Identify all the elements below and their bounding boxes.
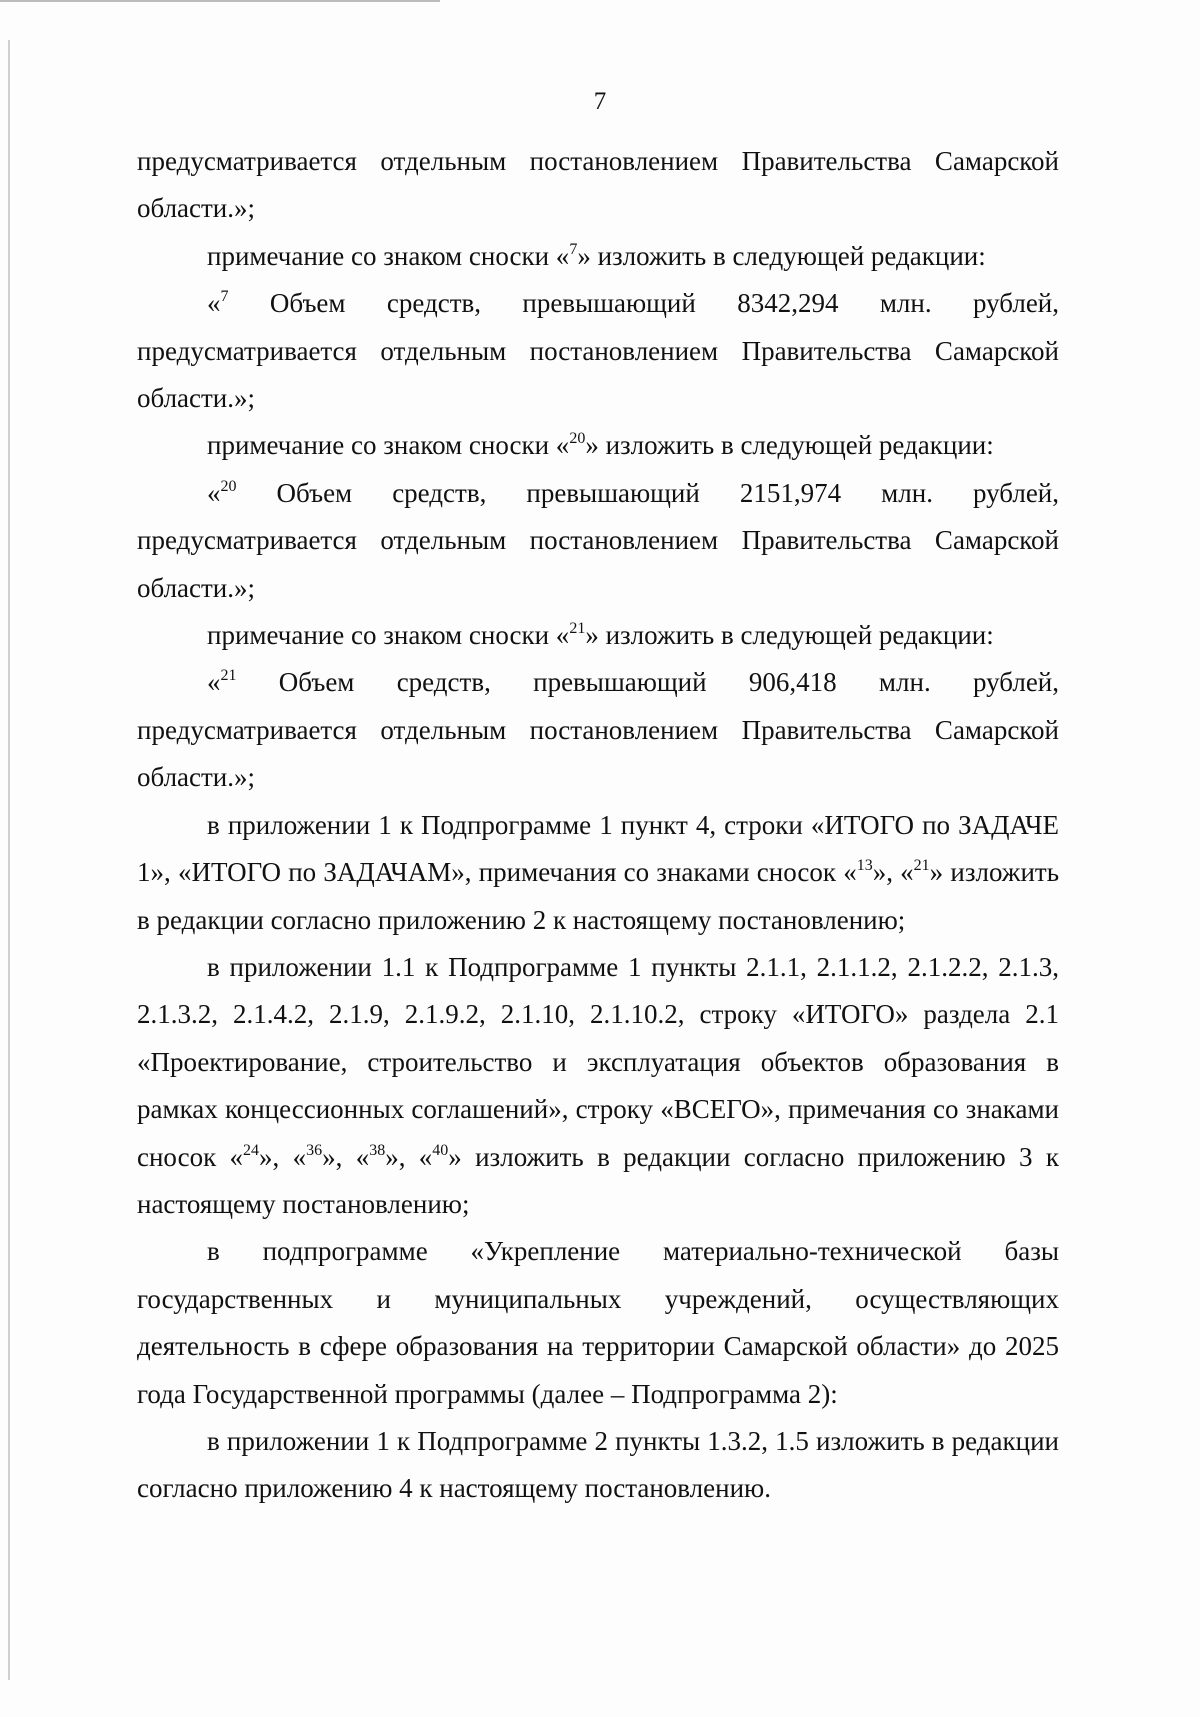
footnote-mark: 20: [569, 430, 586, 448]
paragraph-text: » изложить в следующей редакции:: [585, 430, 994, 461]
footnote-mark: 21: [220, 667, 237, 685]
paragraph: [137, 422, 1059, 469]
paragraph-text: Объем средств, превышающий 8342,294 млн. рублей, предусматривается отдельным постановлением Правительства Самарской области.»;: [137, 288, 1059, 414]
footnote-mark: 7: [569, 240, 578, 258]
paragraph-text: «: [207, 288, 221, 319]
paragraph: [137, 138, 1059, 233]
paragraph: [137, 470, 1059, 612]
paragraph-text: в приложении 1.1 к Подпрограмме 1 пункты 2.1.1, 2.1.1.2, 2.1.2.2, 2.1.3, 2.1.3.2, 2.1.4.2, 2.1.9, 2.1.9.2, 2.1.10, 2.1.10.2, строку «ИТОГО» раздела 2.1 «Проектирование, строительство и эксплуатация объектов образования в рамках концессионных соглашений», строку «ВСЕГО», примечания со знаками сносок «: [137, 951, 1059, 1172]
scan-artifact-top: [0, 0, 440, 2]
footnote-mark: 7: [220, 288, 229, 306]
scan-artifact-edge: [8, 40, 10, 1680]
paragraph-text: Объем средств, превышающий 2151,974 млн. рублей, предусматривается отдельным постановлением Правительства Самарской области.»;: [137, 477, 1059, 603]
footnote-mark: 38: [369, 1141, 386, 1159]
paragraph-text: примечание со знаком сноски «: [207, 240, 570, 271]
paragraph: [137, 612, 1059, 659]
paragraph-text: «: [207, 667, 221, 698]
footnote-mark: 21: [569, 620, 586, 638]
paragraph: [137, 802, 1059, 944]
paragraph-text: », «: [322, 1141, 370, 1172]
paragraph-text: », «: [872, 857, 914, 888]
paragraph-text: «: [207, 477, 221, 508]
paragraph-text: предусматривается отдельным постановлением Правительства Самарской области.»;: [137, 146, 1059, 224]
document-body: [137, 138, 1059, 1513]
paragraph-text: в приложении 1 к Подпрограмме 1 пункт 4, строки «ИТОГО по ЗАДАЧЕ 1», «ИТОГО по ЗАДАЧАМ», примечания со знаками сносок «: [137, 809, 1059, 888]
paragraph-text: » изложить в следующей редакции:: [585, 620, 994, 651]
footnote-mark: 13: [856, 857, 873, 875]
paragraph-text: примечание со знаком сноски «: [207, 620, 570, 651]
paragraph-text: » изложить в редакции согласно приложению 3 к настоящему постановлению;: [137, 1141, 1060, 1219]
footnote-mark: 24: [243, 1141, 260, 1159]
paragraph: [137, 280, 1059, 422]
paragraph-text: » изложить в редакции согласно приложению 2 к настоящему постановлению;: [137, 857, 1060, 935]
footnote-mark: 40: [432, 1141, 449, 1159]
paragraph-text: Объем средств, превышающий 906,418 млн. рублей, предусматривается отдельным постановлением Правительства Самарской области.»;: [137, 667, 1059, 793]
footnote-mark: 36: [306, 1141, 323, 1159]
paragraph-text: », «: [385, 1141, 433, 1172]
paragraph-text: » изложить в следующей редакции:: [577, 240, 986, 271]
paragraph: [137, 1228, 1059, 1418]
paragraph: [137, 659, 1059, 801]
paragraph: [137, 233, 1059, 280]
paragraph: [137, 944, 1059, 1228]
paragraph: [137, 1418, 1059, 1513]
paragraph-text: », «: [259, 1141, 307, 1172]
footnote-mark: 20: [220, 477, 237, 495]
paragraph-text: в подпрограмме «Укрепление материально-технической базы государственных и муниципальных учреждений, осуществляющих деятельность в сфере образования на территории Самарской области» до 2025 года Государственной программы (далее – Подпрограмма 2):: [137, 1236, 1059, 1409]
paragraph-text: примечание со знаком сноски «: [207, 430, 570, 461]
page-number: 7: [593, 88, 607, 115]
footnote-mark: 21: [913, 857, 930, 875]
paragraph-text: в приложении 1 к Подпрограмме 2 пункты 1.3.2, 1.5 изложить в редакции согласно приложению 4 к настоящему постановлению.: [137, 1425, 1059, 1504]
